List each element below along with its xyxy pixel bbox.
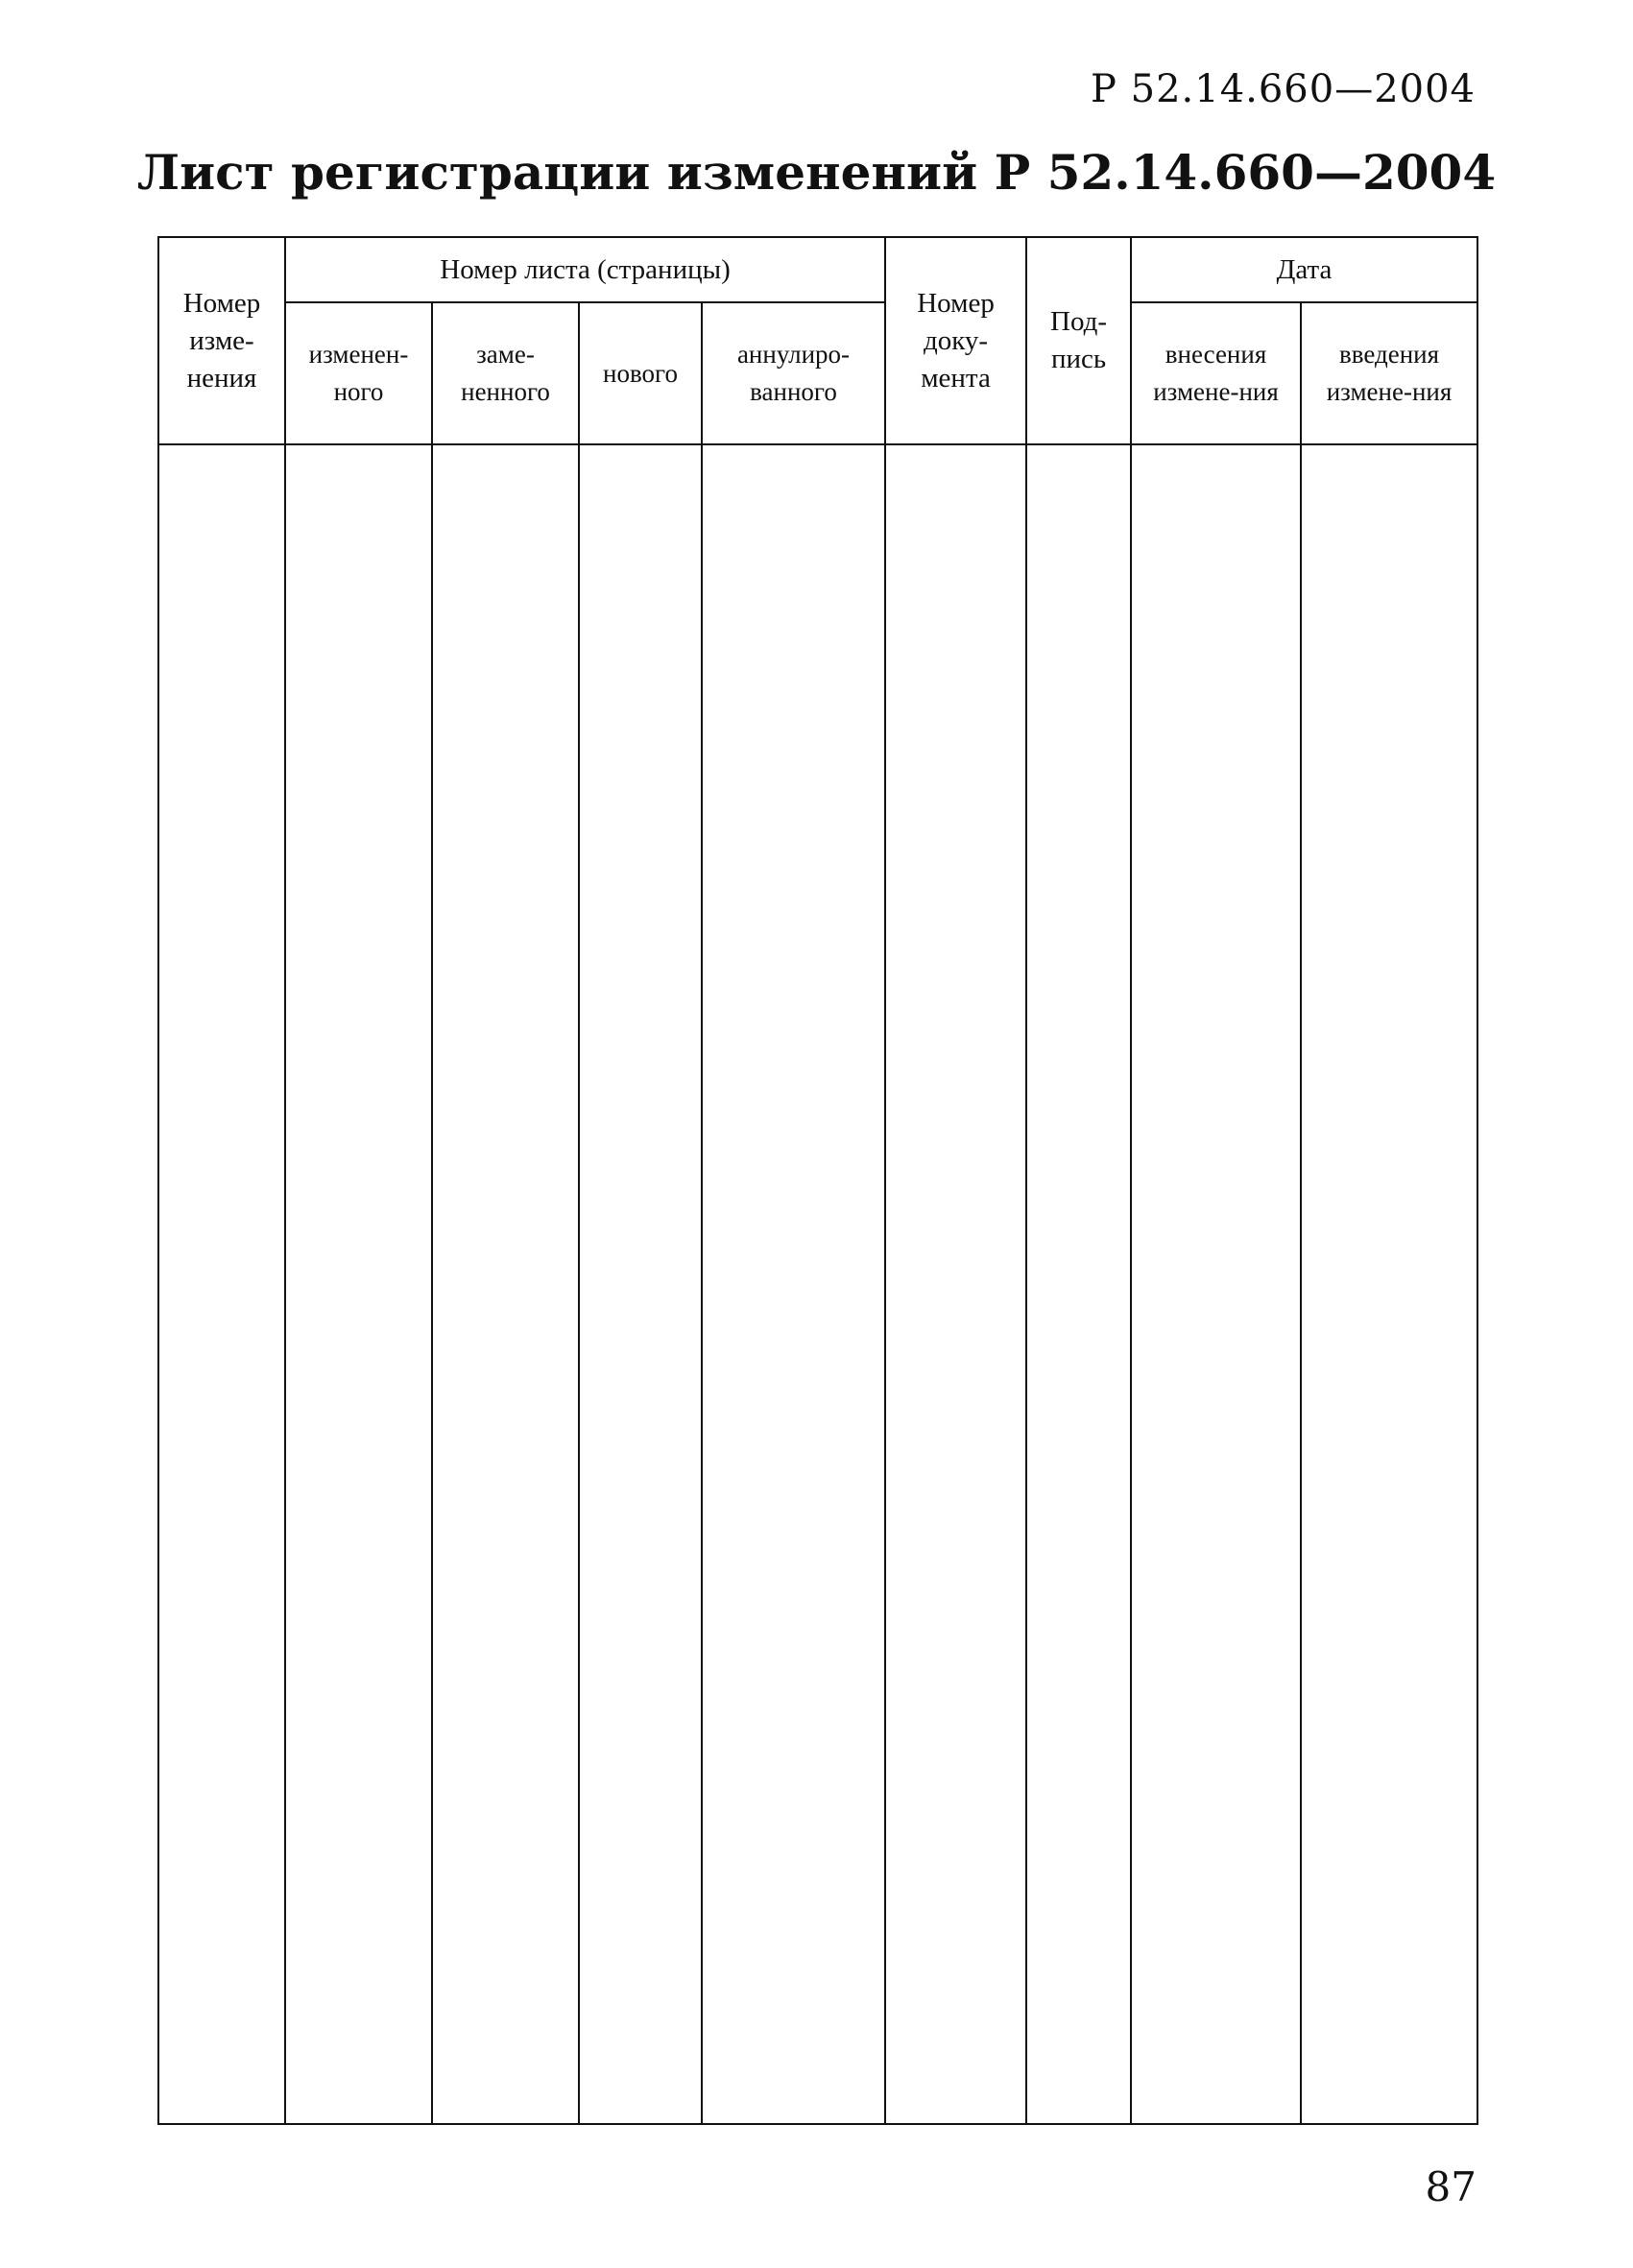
cell-new <box>579 444 702 2124</box>
cell-replaced <box>432 444 579 2124</box>
page-number: 87 <box>1425 2163 1477 2210</box>
cell-changed <box>285 444 432 2124</box>
header-replaced: заме-ненного <box>432 302 579 444</box>
header-date-group: Дата <box>1131 237 1477 302</box>
header-changed: изменен-ного <box>285 302 432 444</box>
cell-change-number <box>158 444 285 2124</box>
header-date-introduced: введения измене-ния <box>1301 302 1477 444</box>
header-date-entered: внесения измене-ния <box>1131 302 1301 444</box>
page-title: Лист регистрации изменений Р 52.14.660—2004 <box>136 144 1497 201</box>
header-document-number: Номер доку-мента <box>885 237 1026 444</box>
header-sheet-number-group: Номер листа (страницы) <box>285 237 885 302</box>
change-registration-table <box>157 236 1478 2125</box>
header-new: нового <box>579 302 702 444</box>
cell-cancelled <box>702 444 885 2124</box>
header-change-number: Номер изме-нения <box>158 237 285 444</box>
header-cancelled: аннулиро-ванного <box>702 302 885 444</box>
document-code: Р 52.14.660—2004 <box>1091 67 1476 111</box>
cell-date-introduced <box>1301 444 1477 2124</box>
cell-document-number <box>885 444 1026 2124</box>
cell-signature <box>1026 444 1131 2124</box>
table-row <box>158 444 1477 2124</box>
header-signature: Под-пись <box>1026 237 1131 444</box>
cell-date-entered <box>1131 444 1301 2124</box>
